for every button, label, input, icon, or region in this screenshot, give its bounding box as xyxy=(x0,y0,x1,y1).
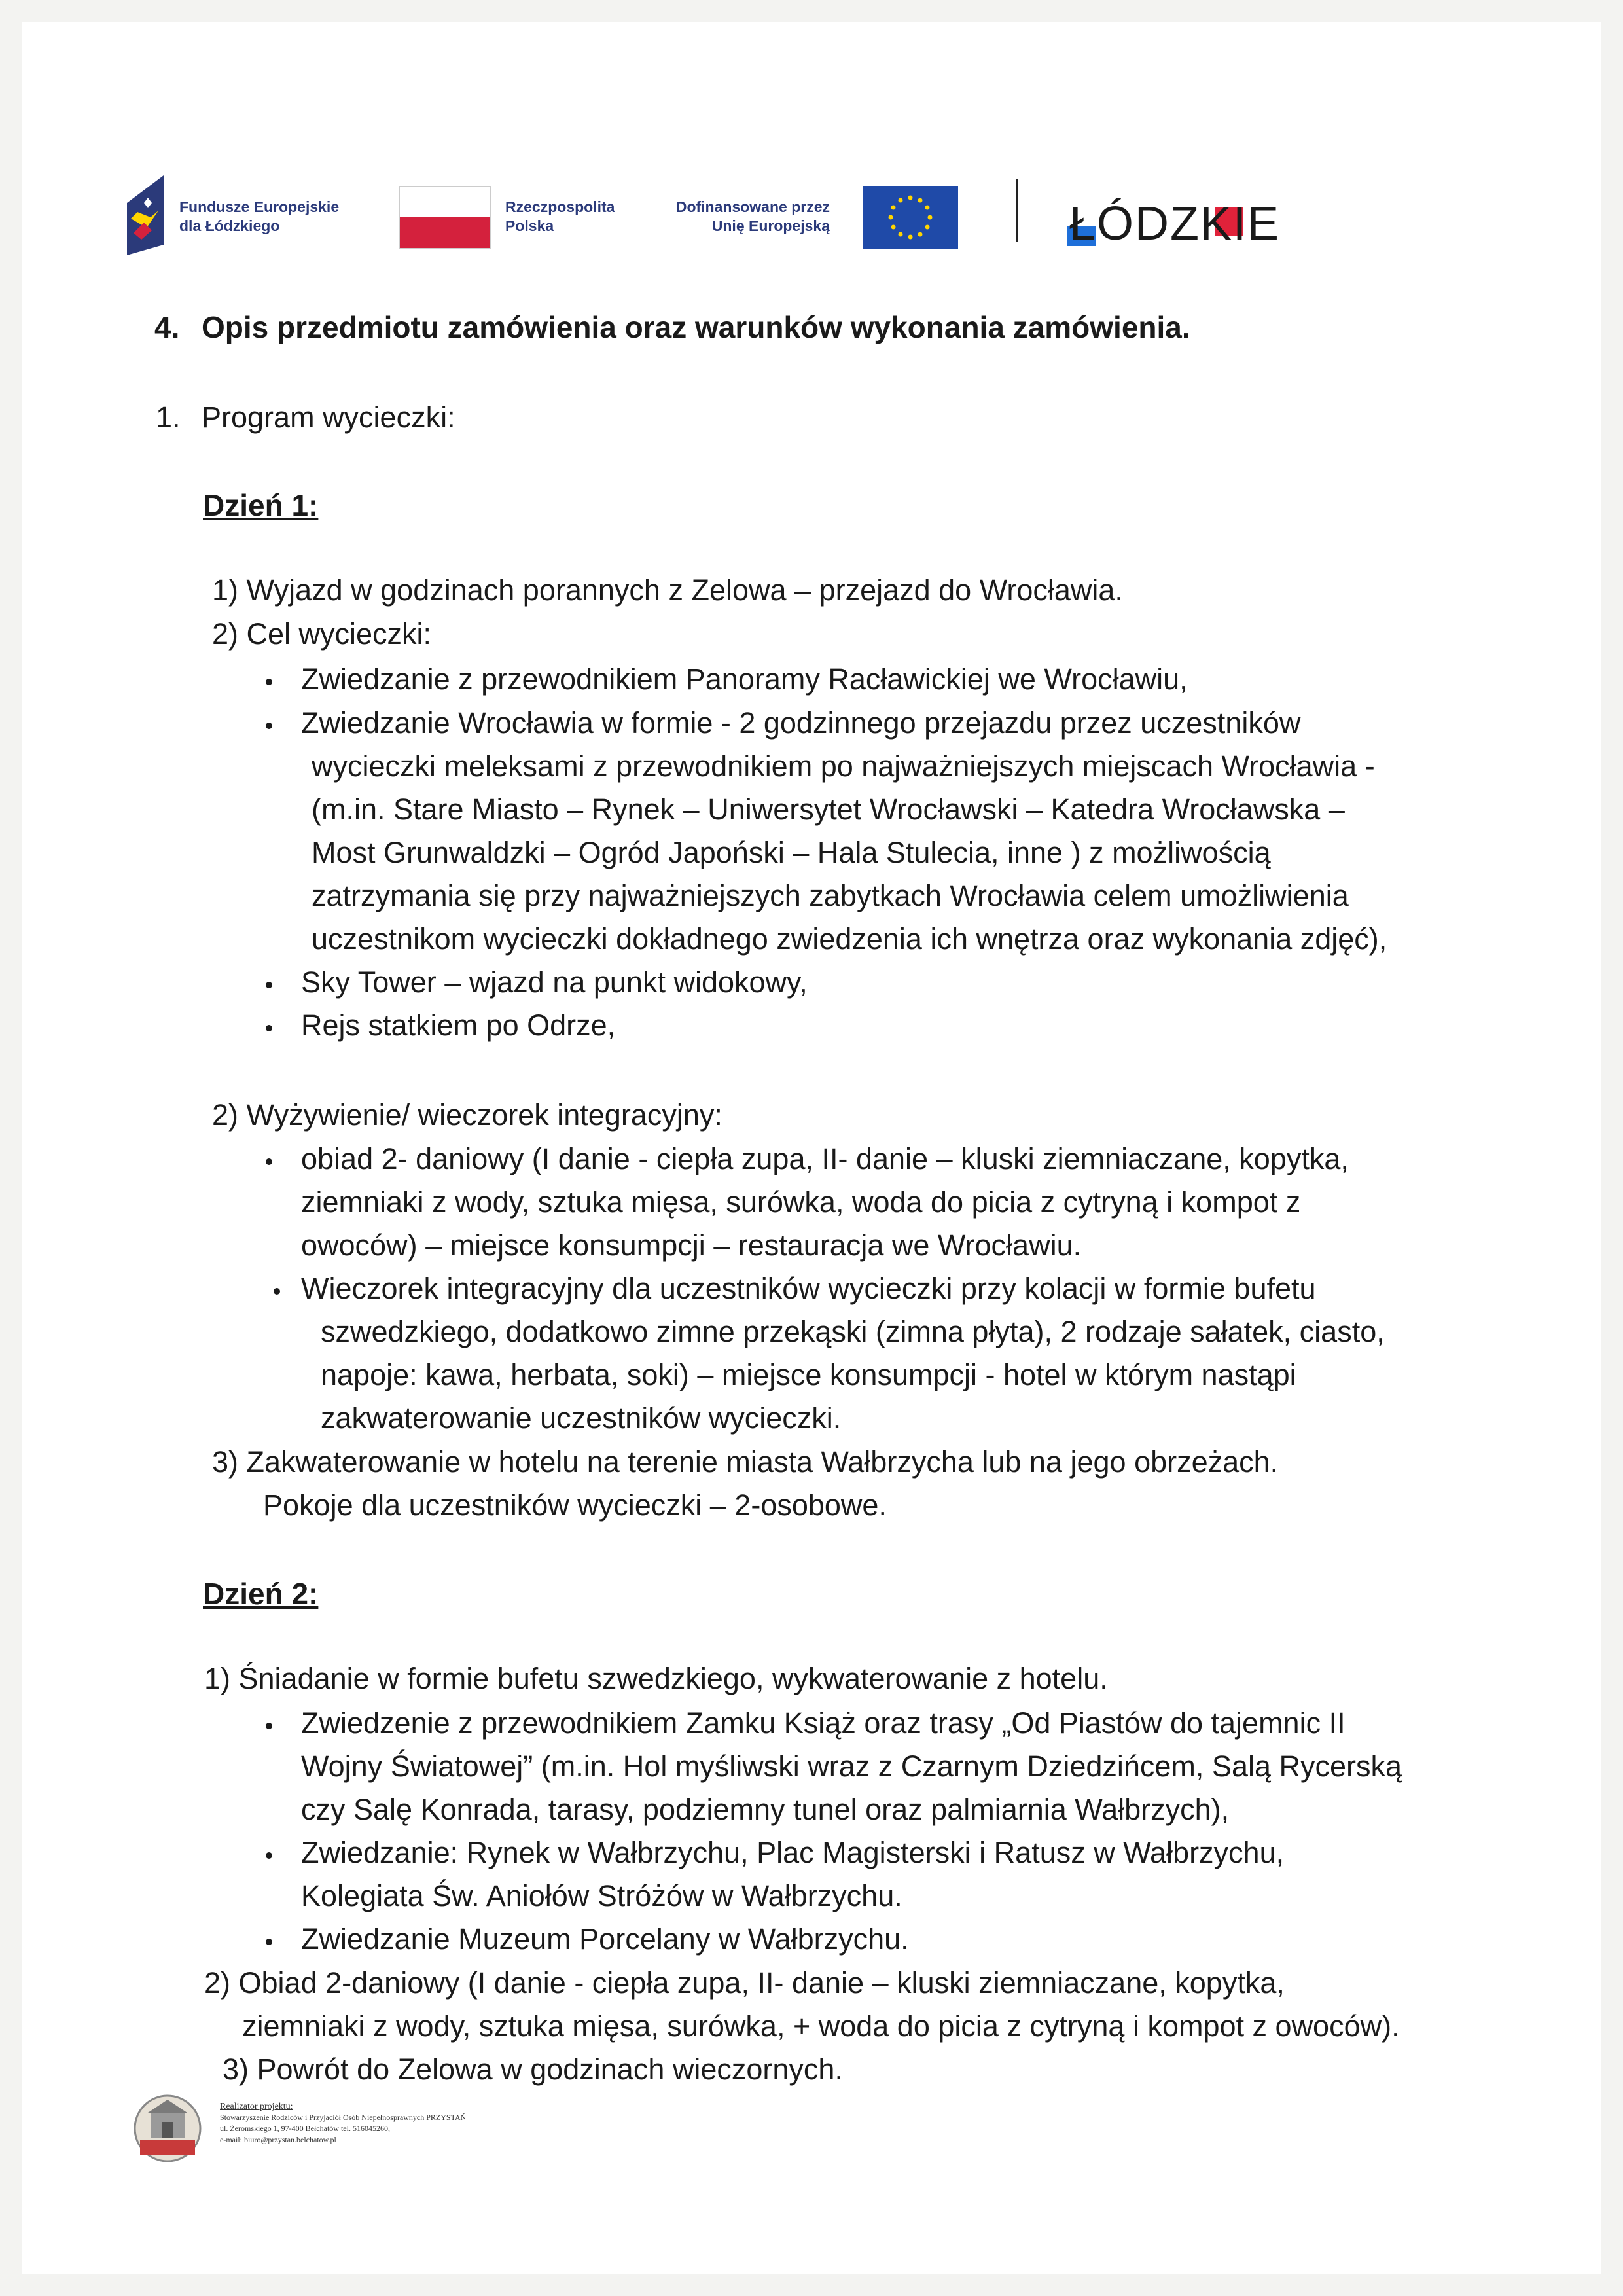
day1-bullet-sky-tower: Sky Tower – wjazd na punkt widokowy, xyxy=(301,965,808,999)
day1-bullet-panorama: Zwiedzanie z przewodnikiem Panoramy Racławickiej we Wrocławiu, xyxy=(301,662,1188,696)
eu-star-icon xyxy=(918,198,923,203)
eu-star-icon xyxy=(889,215,893,220)
section-number: 4. xyxy=(154,310,180,344)
eu-star-icon xyxy=(891,225,896,230)
day2-bullet-museum: Zwiedzanie Muzeum Porcelany w Wałbrzychu. xyxy=(301,1922,909,1956)
day1-bullet-city-tour-2: wycieczki meleksami z przewodnikiem po najważniejszych miejscach Wrocławia - xyxy=(312,749,1375,783)
eu-star-icon xyxy=(925,225,929,230)
day1-bullet-lunch-1: obiad 2- daniowy (I danie - ciepła zupa, II- danie – kluski ziemniaczane, kopytka, xyxy=(301,1142,1349,1175)
day2-bullet-market-1: Zwiedzanie: Rynek w Wałbrzychu, Plac Magisterski i Ratusz w Wałbrzychu, xyxy=(301,1836,1285,1869)
day2-item-return: 3) Powrót do Zelowa w godzinach wieczornych. xyxy=(223,2053,843,2086)
bullet-icon xyxy=(266,1939,272,1945)
day2-bullet-castle-3: czy Salę Konrada, tarasy, podziemny tunel oraz palmiarnia Wałbrzych), xyxy=(301,1793,1230,1826)
rzeczpospolita-text xyxy=(505,198,636,236)
footer-label: Realizator projektu: xyxy=(220,2102,293,2111)
day2-heading: Dzień 2: xyxy=(203,1577,319,1611)
day1-item-accommodation-2: Pokoje dla uczestników wycieczki – 2-osobowe. xyxy=(263,1488,887,1522)
svg-text:ŁÓDZKIE: ŁÓDZKIE xyxy=(1069,198,1281,250)
eu-star-icon xyxy=(899,232,903,236)
day1-bullet-evening-3: napoje: kawa, herbata, soki) – miejsce konsumpcji - hotel w którym nastąpi xyxy=(321,1358,1296,1391)
eu-funding-text xyxy=(653,198,830,236)
eu-star-icon xyxy=(918,232,923,236)
day1-item-meals: 2) Wyżywienie/ wieczorek integracyjny: xyxy=(212,1098,722,1132)
day1-item-departure: 1) Wyjazd w godzinach porannych z Zelowa – przejazd do Wrocławia. xyxy=(212,573,1123,607)
eu-star-icon xyxy=(908,196,913,200)
day2-item-breakfast: 1) Śniadanie w formie bufetu szwedzkiego, wykwaterowanie z hotelu. xyxy=(204,1662,1108,1695)
fundusze-europejskie-text xyxy=(179,198,402,236)
day1-bullet-city-tour-3: (m.in. Stare Miasto – Rynek – Uniwersytet Wrocławski – Katedra Wrocławska – xyxy=(312,793,1345,826)
fundusze-europejskie-logo-icon xyxy=(124,171,170,257)
footer-project-info xyxy=(220,2101,717,2145)
fe-line-2: dla Łódzkiego xyxy=(179,217,280,234)
day2-bullet-castle-1: Zwiedzenie z przewodnikiem Zamku Książ oraz trasy „Od Piastów do tajemnic II xyxy=(301,1706,1346,1740)
ue-line-1: Dofinansowane przez xyxy=(675,198,830,215)
program-title: Program wycieczki: xyxy=(202,401,455,434)
footer-org: Stowarzyszenie Rodziców i Przyjaciół Osób Niepełnosprawnych PRZYSTAŃ xyxy=(220,2113,467,2122)
day1-heading: Dzień 1: xyxy=(203,488,319,522)
day1-bullet-city-tour-1: Zwiedzanie Wrocławia w formie - 2 godzinnego przejazdu przez uczestników xyxy=(301,706,1301,740)
footer-address: ul. Żeromskiego 1, 97-400 Bełchatów tel. 516045260, xyxy=(220,2124,390,2133)
day1-bullet-cruise: Rejs statkiem po Odrze, xyxy=(301,1009,616,1042)
bullet-icon xyxy=(266,1025,272,1031)
day1-bullet-lunch-2: ziemniaki z wody, sztuka mięsa, surówka, woda do picia z cytryną i kompot z xyxy=(301,1185,1301,1219)
pl-line-1: Rzeczpospolita xyxy=(505,198,615,215)
bullet-icon xyxy=(266,1852,272,1859)
przystan-logo-icon xyxy=(131,2092,204,2165)
bullet-icon xyxy=(266,1158,272,1165)
bullet-icon xyxy=(274,1288,280,1295)
eu-flag-icon xyxy=(863,186,958,249)
day2-item-lunch-1: 2) Obiad 2-daniowy (I danie - ciepła zupa, II- danie – kluski ziemniaczane, kopytka, xyxy=(204,1966,1285,2000)
day2-item-lunch-2: ziemniaki z wody, sztuka mięsa, surówka, + woda do picia z cytryną i kompot z owoców). xyxy=(242,2009,1400,2043)
day1-bullet-evening-2: szwedzkiego, dodatkowo zimne przekąski (zimna płyta), 2 rodzaje sałatek, ciasto, xyxy=(321,1315,1385,1348)
program-number: 1. xyxy=(156,401,181,434)
day1-bullet-city-tour-5: zatrzymania się przy najważniejszych zabytkach Wrocławia celem umożliwienia xyxy=(312,879,1349,912)
footer-email: e-mail: biuro@przystan.belchatow.pl xyxy=(220,2135,336,2144)
section-title: Opis przedmiotu zamówienia oraz warunków wykonania zamówienia. xyxy=(202,310,1190,344)
polish-flag-icon xyxy=(399,186,491,249)
fe-line-1: Fundusze Europejskie xyxy=(179,198,340,215)
day1-bullet-evening-1: Wieczorek integracyjny dla uczestników wycieczki przy kolacji w formie bufetu xyxy=(301,1272,1316,1305)
day1-bullet-city-tour-6: uczestnikom wycieczki dokładnego zwiedzenia ich wnętrza oraz wykonania zdjęć), xyxy=(312,922,1387,956)
bullet-icon xyxy=(266,1723,272,1729)
eu-star-icon xyxy=(925,206,929,210)
day2-bullet-market-2: Kolegiata Św. Aniołów Stróżów w Wałbrzychu. xyxy=(301,1879,902,1912)
day1-item-accommodation-1: 3) Zakwaterowanie w hotelu na terenie miasta Wałbrzycha lub na jego obrzeżach. xyxy=(212,1445,1279,1479)
day1-bullet-evening-4: zakwaterowanie uczestników wycieczki. xyxy=(321,1401,842,1435)
lodzkie-region-logo xyxy=(1067,185,1315,250)
pl-line-2: Polska xyxy=(505,217,554,234)
eu-star-icon xyxy=(891,206,896,210)
day2-bullet-castle-2: Wojny Światowej” (m.in. Hol myśliwski wraz z Czarnym Dziedzińcem, Salą Rycerską xyxy=(301,1749,1402,1783)
eu-star-icon xyxy=(928,215,933,220)
day1-item-goal: 2) Cel wycieczki: xyxy=(212,617,432,651)
day1-bullet-city-tour-4: Most Grunwaldzki – Ogród Japoński – Hala Stulecia, inne ) z możliwością xyxy=(312,836,1271,869)
eu-star-icon xyxy=(908,235,913,240)
bullet-icon xyxy=(266,982,272,988)
ue-line-2: Unię Europejską xyxy=(711,217,830,234)
bullet-icon xyxy=(266,679,272,685)
day1-bullet-lunch-3: owoców) – miejsce konsumpcji – restauracja we Wrocławiu. xyxy=(301,1229,1082,1262)
eu-star-icon xyxy=(899,198,903,203)
logo-separator xyxy=(1016,179,1018,242)
bullet-icon xyxy=(266,723,272,729)
